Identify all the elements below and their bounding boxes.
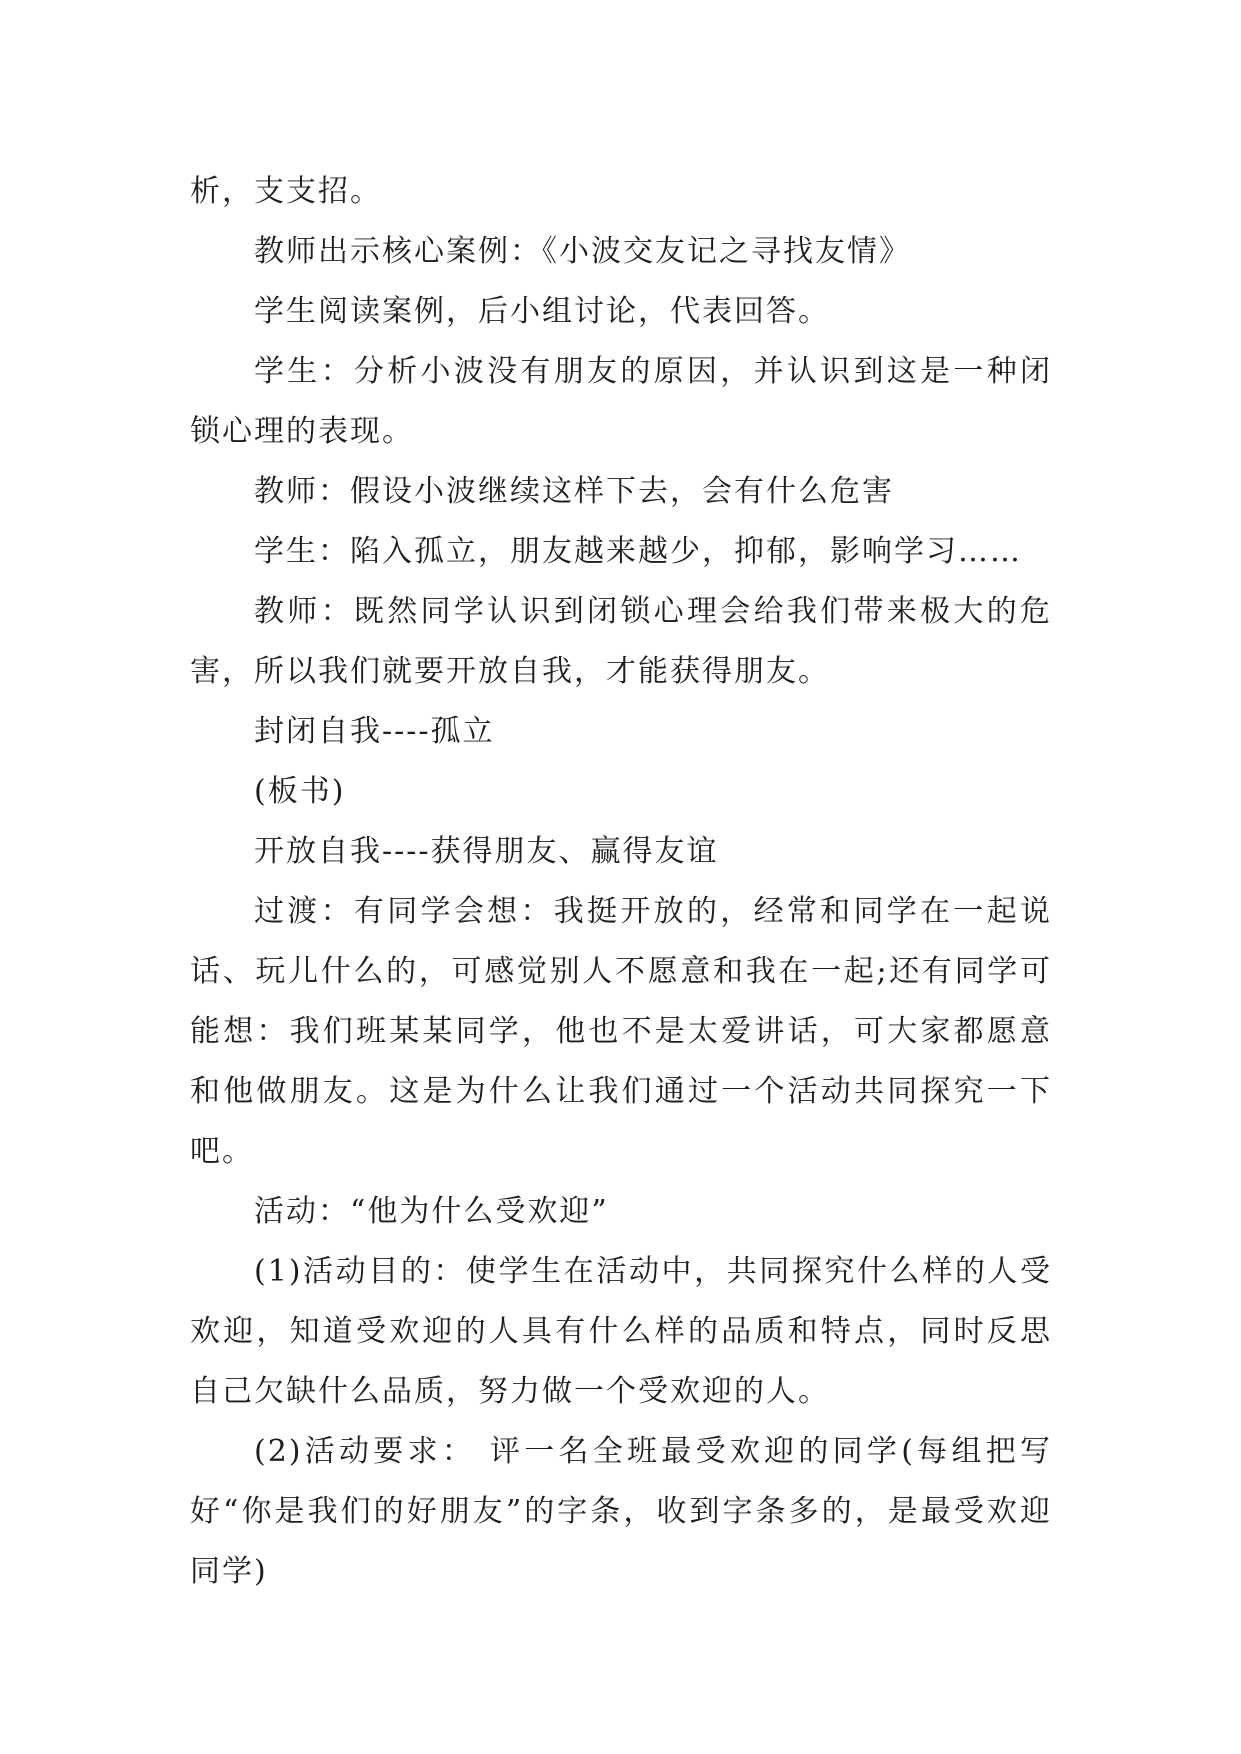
paragraph: 封闭自我----孤立	[254, 714, 495, 749]
paragraph: 开放自我----获得朋友、赢得友谊	[254, 834, 719, 869]
document-body	[190, 162, 1052, 1602]
paragraph: 过渡：有同学会想：我挺开放的，经常和同学在一起说话、玩儿什么的，可感觉别人不愿意和我在一起;还有同学可能想：我们班某某同学，他也不是太爱讲话，可大家都愿意和他做朋友。这是为什么让我们通过一个活动共同探究一下吧。	[190, 894, 1052, 1169]
paragraph: 学生：陷入孤立，朋友越来越少，抑郁，影响学习……	[254, 534, 1022, 569]
paragraph: 学生：分析小波没有朋友的原因，并认识到这是一种闭锁心理的表现。	[190, 354, 1052, 449]
paragraph: 教师：假设小波继续这样下去，会有什么危害	[254, 474, 894, 509]
paragraph: (板书)	[254, 774, 346, 809]
paragraph: 活动：“他为什么受欢迎”	[254, 1194, 609, 1229]
paragraph: 教师：既然同学认识到闭锁心理会给我们带来极大的危害，所以我们就要开放自我，才能获得朋友。	[190, 594, 1052, 689]
paragraph: 析，支支招。	[190, 174, 382, 209]
paragraph: 教师出示核心案例：《小波交友记之寻找友情》	[254, 234, 911, 269]
paragraph: (1)活动目的：使学生在活动中，共同探究什么样的人受欢迎，知道受欢迎的人具有什么样的品质和特点，同时反思自己欠缺什么品质，努力做一个受欢迎的人。	[190, 1254, 1052, 1409]
paragraph: (2)活动要求： 评一名全班最受欢迎的同学(每组把写好“你是我们的好朋友”的字条，收到字条多的，是最受欢迎同学)	[190, 1434, 1052, 1589]
paragraph: 学生阅读案例，后小组讨论，代表回答。	[254, 294, 830, 329]
